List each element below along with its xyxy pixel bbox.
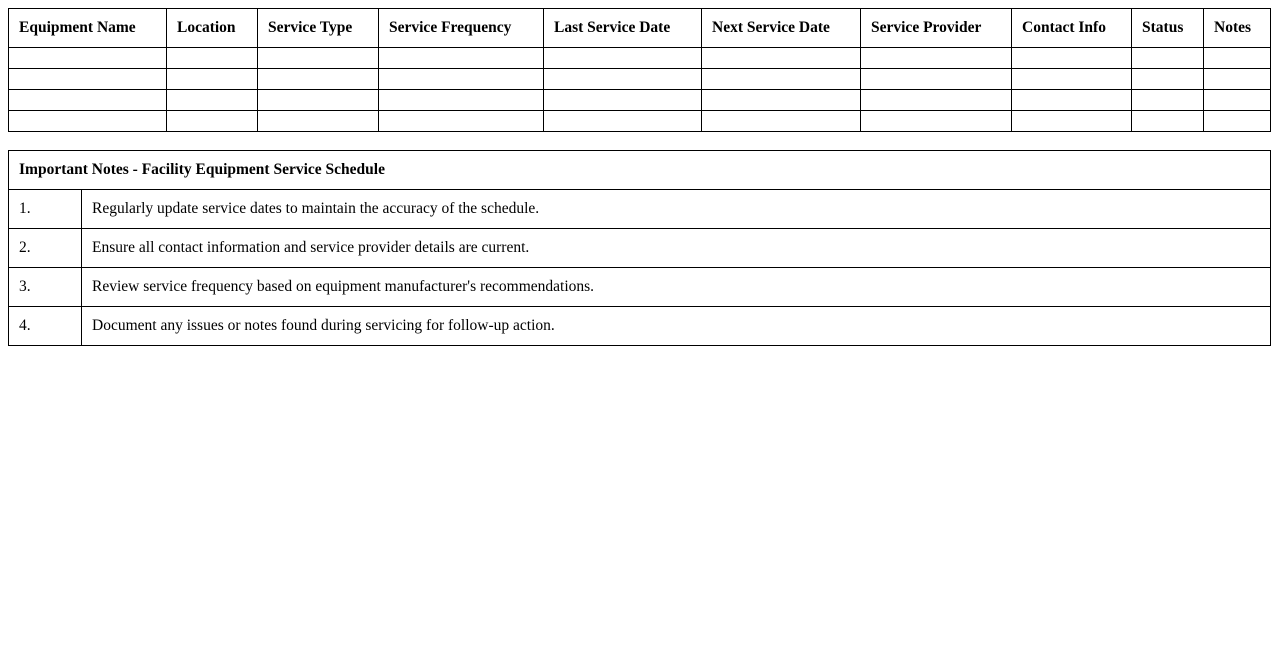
- table-cell[interactable]: [9, 111, 167, 132]
- note-text: Document any issues or notes found during servicing for follow-up action.: [82, 307, 1271, 346]
- note-number: 4.: [9, 307, 82, 346]
- table-row: [9, 90, 1271, 111]
- note-row: [9, 229, 1271, 268]
- column-header-service-provider: Service Provider: [861, 9, 1012, 48]
- table-cell[interactable]: [544, 48, 702, 69]
- table-row: [9, 69, 1271, 90]
- table-header-row: [9, 9, 1271, 48]
- note-number: 2.: [9, 229, 82, 268]
- column-header-next-service-date: Next Service Date: [702, 9, 861, 48]
- table-cell[interactable]: [544, 90, 702, 111]
- table-cell[interactable]: [9, 48, 167, 69]
- note-row: [9, 190, 1271, 229]
- table-cell[interactable]: [379, 111, 544, 132]
- table-cell[interactable]: [1132, 69, 1204, 90]
- table-cell[interactable]: [258, 48, 379, 69]
- table-cell[interactable]: [167, 48, 258, 69]
- note-text: Ensure all contact information and service provider details are current.: [82, 229, 1271, 268]
- note-row: [9, 268, 1271, 307]
- important-notes-table: [8, 150, 1271, 346]
- column-header-notes: Notes: [1204, 9, 1271, 48]
- column-header-equipment-name: Equipment Name: [9, 9, 167, 48]
- table-cell[interactable]: [9, 90, 167, 111]
- table-cell[interactable]: [1132, 48, 1204, 69]
- table-cell[interactable]: [1012, 111, 1132, 132]
- document-page: [8, 8, 1270, 346]
- note-number: 1.: [9, 190, 82, 229]
- table-cell[interactable]: [1012, 48, 1132, 69]
- note-number: 3.: [9, 268, 82, 307]
- column-header-status: Status: [1132, 9, 1204, 48]
- table-cell[interactable]: [702, 69, 861, 90]
- table-cell[interactable]: [167, 90, 258, 111]
- column-header-last-service-date: Last Service Date: [544, 9, 702, 48]
- table-cell[interactable]: [258, 90, 379, 111]
- table-cell[interactable]: [1204, 90, 1271, 111]
- table-cell[interactable]: [861, 48, 1012, 69]
- table-cell[interactable]: [1132, 111, 1204, 132]
- notes-title: Important Notes - Facility Equipment Service Schedule: [9, 151, 1271, 190]
- table-cell[interactable]: [9, 69, 167, 90]
- table-cell[interactable]: [702, 90, 861, 111]
- table-cell[interactable]: [702, 48, 861, 69]
- table-cell[interactable]: [702, 111, 861, 132]
- table-cell[interactable]: [167, 69, 258, 90]
- table-cell[interactable]: [379, 69, 544, 90]
- table-cell[interactable]: [861, 111, 1012, 132]
- table-cell[interactable]: [544, 111, 702, 132]
- table-cell[interactable]: [861, 90, 1012, 111]
- table-cell[interactable]: [861, 69, 1012, 90]
- table-cell[interactable]: [258, 111, 379, 132]
- table-row: [9, 48, 1271, 69]
- column-header-service-frequency: Service Frequency: [379, 9, 544, 48]
- notes-header-row: [9, 151, 1271, 190]
- table-cell[interactable]: [258, 69, 379, 90]
- table-row: [9, 111, 1271, 132]
- table-cell[interactable]: [544, 69, 702, 90]
- note-text: Review service frequency based on equipment manufacturer's recommendations.: [82, 268, 1271, 307]
- table-cell[interactable]: [1204, 48, 1271, 69]
- table-cell[interactable]: [1204, 69, 1271, 90]
- table-cell[interactable]: [167, 111, 258, 132]
- note-text: Regularly update service dates to maintain the accuracy of the schedule.: [82, 190, 1271, 229]
- column-header-service-type: Service Type: [258, 9, 379, 48]
- table-cell[interactable]: [1132, 90, 1204, 111]
- table-cell[interactable]: [1012, 90, 1132, 111]
- table-cell[interactable]: [379, 90, 544, 111]
- note-row: [9, 307, 1271, 346]
- service-schedule-table: [8, 8, 1271, 132]
- table-cell[interactable]: [1204, 111, 1271, 132]
- column-header-location: Location: [167, 9, 258, 48]
- table-cell[interactable]: [1012, 69, 1132, 90]
- table-cell[interactable]: [379, 48, 544, 69]
- column-header-contact-info: Contact Info: [1012, 9, 1132, 48]
